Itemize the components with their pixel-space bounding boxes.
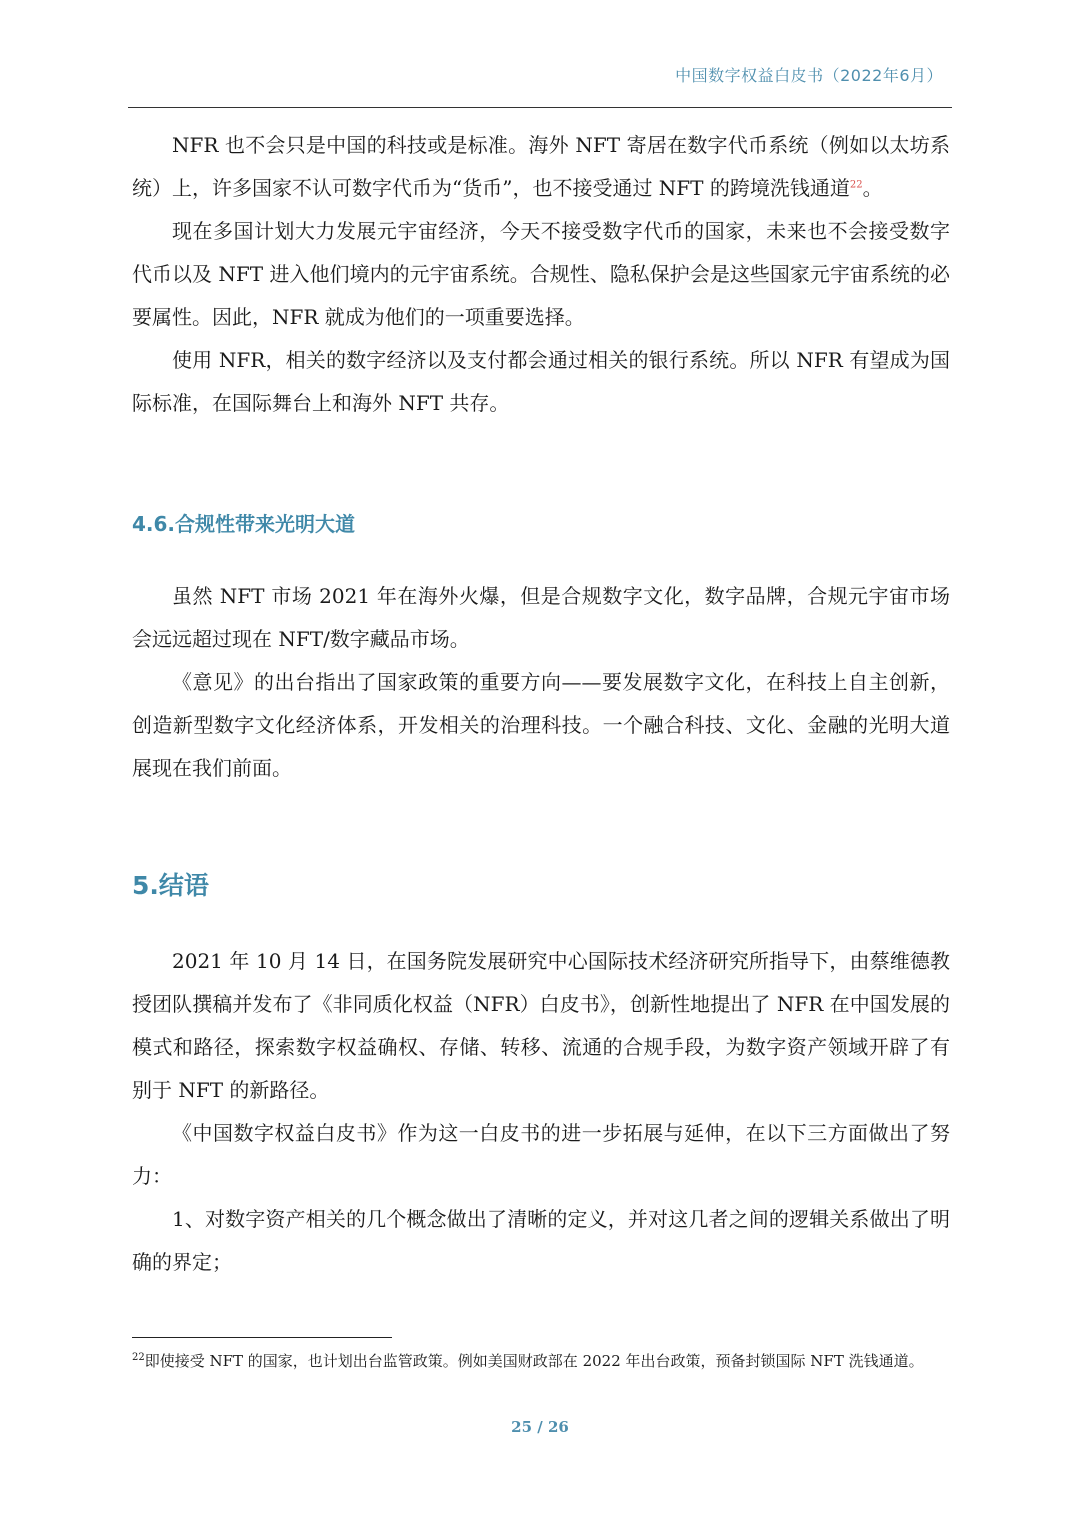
- paragraph: 《中国数字权益白皮书》作为这一白皮书的进一步拓展与延伸，在以下三方面做出了努力：: [132, 1121, 950, 1188]
- footnote: [132, 1348, 944, 1375]
- footnote-rule: [132, 1337, 392, 1338]
- section-heading-5: 5.结语: [132, 871, 209, 900]
- paragraph-tail: 。: [862, 176, 883, 200]
- section-heading-4-6: 4.6.合规性带来光明大道: [132, 512, 356, 536]
- footnote-reference[interactable]: 22: [849, 179, 863, 191]
- page-number: 25 / 26: [511, 1418, 569, 1436]
- paragraph: 《意见》的出台指出了国家政策的重要方向——要发展数字文化，在科技上自主创新，创造新型数字文化经济体系，开发相关的治理科技。一个融合科技、文化、金融的光明大道展现在我们前面。: [132, 670, 950, 780]
- paragraph: 1、对数字资产相关的几个概念做出了清晰的定义，并对这几者之间的逻辑关系做出了明确的界定；: [132, 1207, 950, 1274]
- header-rule: [128, 107, 952, 108]
- body-text: [132, 124, 950, 1284]
- footnote-mark: 22: [132, 1352, 145, 1363]
- paragraph: [132, 124, 950, 210]
- paragraph: 虽然 NFT 市场 2021 年在海外火爆，但是合规数字文化，数字品牌，合规元宇宙市场会远远超过现在 NFT/数字藏品市场。: [132, 584, 950, 651]
- running-header-title: 中国数字权益白皮书（2022年6月）: [675, 66, 943, 85]
- footnote-text: 即使接受 NFT 的国家，也计划出台监管政策。例如美国财政部在 2022 年出台政策，预备封锁国际 NFT 洗钱通道。: [144, 1352, 924, 1370]
- paragraph: 使用 NFR，相关的数字经济以及支付都会通过相关的银行系统。所以 NFR 有望成为国际标准，在国际舞台上和海外 NFT 共存。: [132, 348, 950, 415]
- paragraph-text: NFR 也不会只是中国的科技或是标准。海外 NFT 寄居在数字代币系统（例如以太坊系统）上，许多国家不认可数字代币为“货币”，也不接受通过 NFT 的跨境洗钱通道: [132, 133, 950, 200]
- paragraph: 2021 年 10 月 14 日，在国务院发展研究中心国际技术经济研究所指导下，由蔡维德教授团队撰稿并发布了《非同质化权益（NFR）白皮书》，创新性地提出了 NFR 在中国发展的模式和路径，探索数字权益确权、存储、转移、流通的合规手段，为数字资产领域开辟了有别于 NFT 的新路径。: [132, 949, 950, 1102]
- paragraph: 现在多国计划大力发展元宇宙经济，今天不接受数字代币的国家，未来也不会接受数字代币以及 NFT 进入他们境内的元宇宙系统。合规性、隐私保护会是这些国家元宇宙系统的必要属性。因此，NFR 就成为他们的一项重要选择。: [132, 219, 950, 329]
